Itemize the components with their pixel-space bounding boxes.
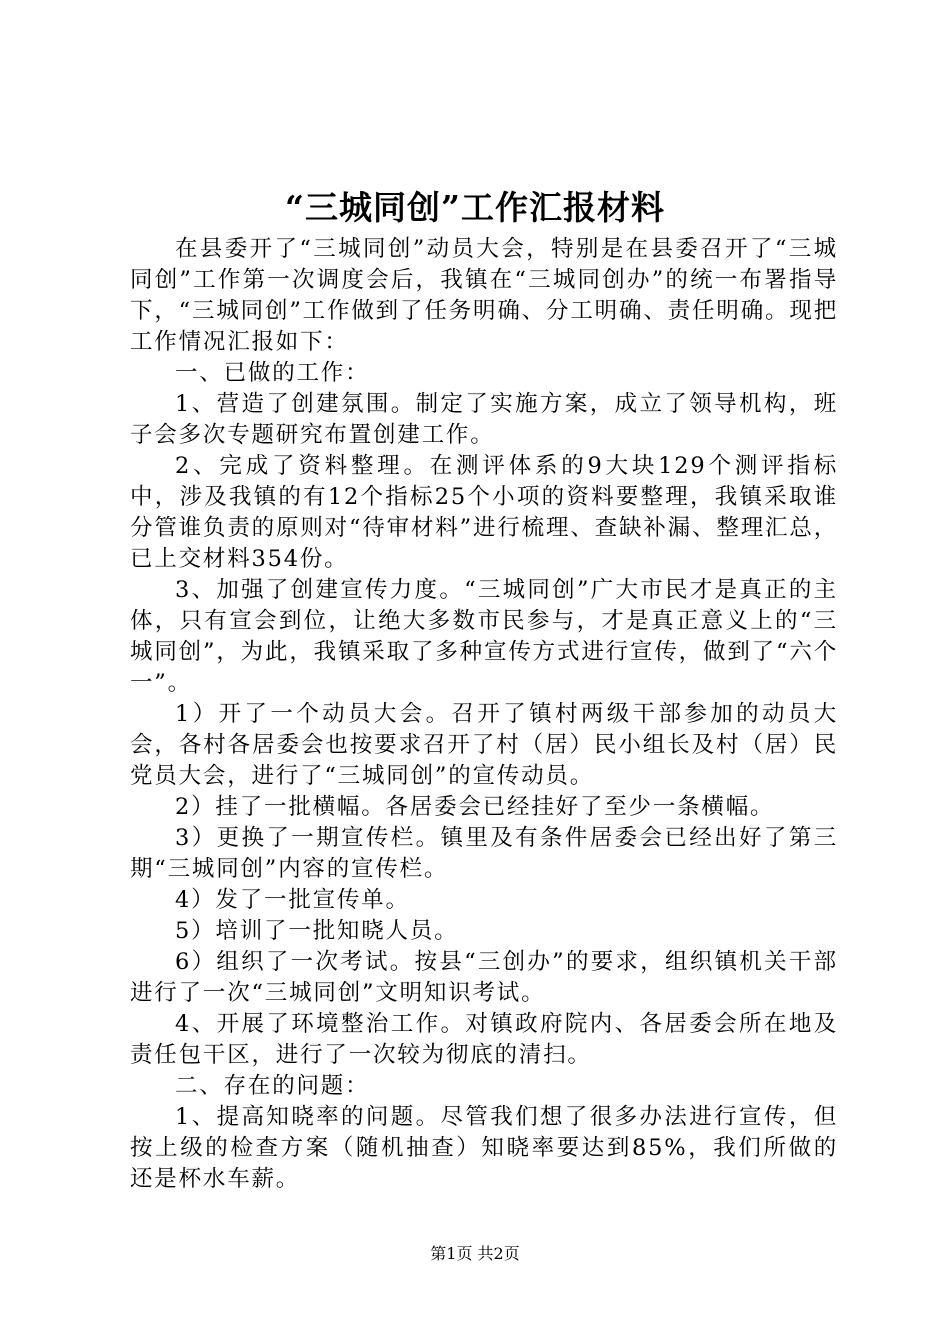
paragraph-item-3: 3、加强了创建宣传力度。“三城同创”广大市民才是真正的主体，只有宣会到位，让绝大多数市民参与，才是真正意义上的“三城同创”，为此，我镇采取了多种宣传方式进行宣传，做到了“六个一”。 — [130, 577, 838, 696]
paragraph-subitem-3: 3）更换了一期宣传栏。镇里及有条件居委会已经出好了第三期“三城同创”内容的宣传栏。 — [130, 825, 838, 882]
paragraph-subitem-1: 1）开了一个动员大会。召开了镇村两级干部参加的动员大会，各村各居委会也按要求召开了村（居）民小组长及村（居）民党员大会，进行了“三城同创”的宣传动员。 — [130, 701, 838, 789]
document-title: “三城同创”工作汇报材料 — [285, 188, 665, 227]
paragraph-item-1: 1、营造了创建氛围。制定了实施方案，成立了领导机构，班子会多次专题研究布置创建工作。 — [130, 391, 838, 448]
paragraph-subitem-5: 5）培训了一批知晓人员。 — [175, 918, 459, 944]
page-number-footer: 第1页 共2页 — [430, 1244, 520, 1263]
paragraph-subitem-2: 2）挂了一批横幅。各居委会已经挂好了至少一条横幅。 — [175, 794, 775, 820]
paragraph-subitem-6: 6）组织了一次考试。按县“三创办”的要求，组织镇机关干部进行了一次“三城同创”文明知识考试。 — [130, 949, 838, 1006]
section-heading-done-work: 一、已做的工作： — [175, 360, 370, 386]
section-heading-problems: 二、存在的问题： — [175, 1073, 370, 1099]
document-body — [130, 234, 838, 1195]
paragraph-subitem-4: 4）发了一批宣传单。 — [175, 887, 410, 913]
paragraph-problem-1: 1、提高知晓率的问题。尽管我们想了很多办法进行宣传，但按上级的检查方案（随机抽查）知晓率要达到85%，我们所做的还是杯水车薪。 — [130, 1104, 838, 1192]
paragraph-item-4: 4、开展了环境整治工作。对镇政府院内、各居委会所在地及责任包干区，进行了一次较为彻底的清扫。 — [130, 1011, 838, 1068]
paragraph-intro: 在县委开了“三城同创”动员大会，特别是在县委召开了“三城同创”工作第一次调度会后，我镇在“三城同创办”的统一布署指导下，“三城同创”工作做到了任务明确、分工明确、责任明确。现把工作情况汇报如下： — [130, 236, 838, 355]
paragraph-item-2: 2、完成了资料整理。在测评体系的9大块129个测评指标中，涉及我镇的有12个指标25个小项的资料要整理，我镇采取谁分管谁负责的原则对“待审材料”进行梳理、查缺补漏、整理汇总，已上交材料354份。 — [130, 453, 838, 572]
